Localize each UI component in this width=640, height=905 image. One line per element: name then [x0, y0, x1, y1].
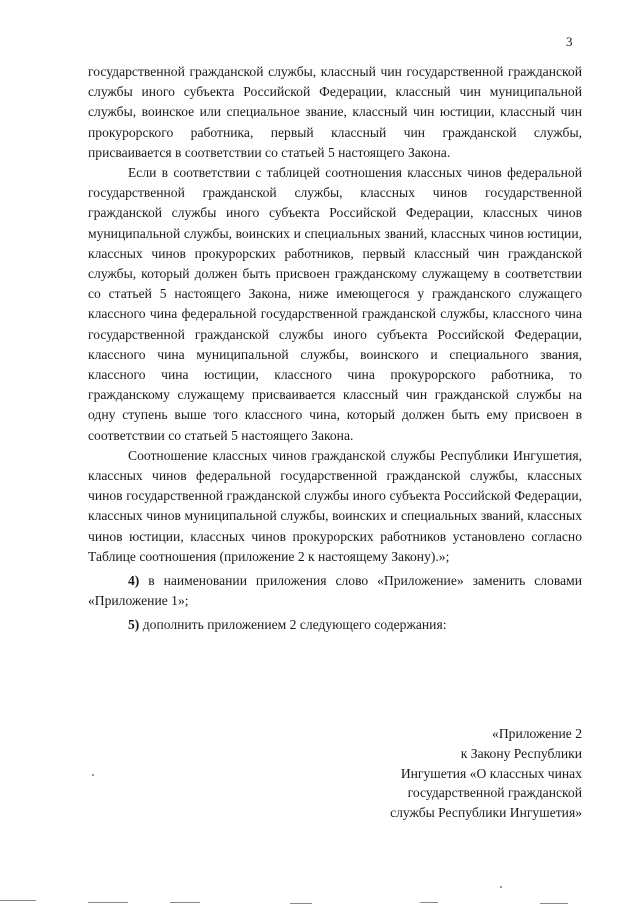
scan-artifact	[0, 900, 36, 901]
appendix-header	[300, 724, 582, 823]
appendix-header-line: Ингушетия «О классных чинах	[400, 765, 582, 781]
scan-artifact	[540, 903, 568, 904]
paragraph-rank-correspondence: Соотношение классных чинов гражданской службы Республики Ингушетия, классных чинов федеральной государственной гражданской службы, классных чинов государственной гражданской службы иного субъекта Российской Федерации, классных чинов муниципальной службы, воинских и специальных званий, классных чинов юстиции, классных чинов прокурорских работников установлено согласно Таблице соотношения (приложение 2 к настоящему Закону).»;	[88, 447, 582, 564]
amendment-number: 4)	[128, 573, 140, 589]
amendment-text: дополнить приложением 2 следующего содержания:	[139, 617, 447, 633]
amendment-text: в наименовании приложения слово «Приложение» заменить словами «Приложение 1»;	[88, 573, 582, 609]
scan-artifact	[500, 886, 502, 888]
scan-artifact	[170, 902, 200, 903]
amendment-item-4	[88, 571, 582, 611]
appendix-header-line: службы Республики Ингушетия»	[390, 805, 582, 821]
document-body	[88, 62, 582, 636]
amendment-item-5	[88, 615, 582, 635]
appendix-header-line: «Приложение 2	[492, 726, 582, 741]
appendix-header-line: к Закону Республики	[460, 745, 582, 761]
paragraph-continuation: государственной гражданской службы, классный чин государственной гражданской службы иного субъекта Российской Федерации, классный чин муниципальной службы, воинское или специальное звание, классный чин юстиции, классный чин прокурорского работника, первый классный чин гражданской службы, присваивается в соответствии со статьей 5 настоящего Закона.	[88, 64, 582, 160]
appendix-header-line: государственной гражданской	[407, 785, 582, 801]
scan-artifact	[88, 902, 128, 903]
page-number: 3	[566, 34, 573, 49]
scan-artifact	[420, 902, 438, 903]
paragraph-rank-assignment: Если в соответствии с таблицей соотношения классных чинов федеральной государственной гражданской службы, классных чинов государственной гражданской службы иного субъекта Российской Федерации, классных чинов муниципальной службы, воинских и специальных званий, классных чинов юстиции, классных чинов прокурорских работников, первый классный чин гражданской службы, который должен быть присвоен гражданскому служащему в соответствии со статьей 5 настоящего Закона, ниже имеющегося у гражданского служащего классного чина федеральной государственной гражданской службы, классного чина государственной гражданской службы иного субъекта Российской Федерации, классного чина муниципальной службы, воинского и специального звания, классного чина юстиции, классного чина прокурорского работника, то гражданскому служащему присваивается классный чин гражданской службы на одну ступень выше того классного чина, который должен быть ему присвоен в соответствии со статьей 5 настоящего Закона.	[88, 165, 582, 443]
amendment-number: 5)	[128, 617, 140, 633]
scan-artifact	[92, 774, 94, 776]
scan-artifact	[290, 903, 312, 904]
